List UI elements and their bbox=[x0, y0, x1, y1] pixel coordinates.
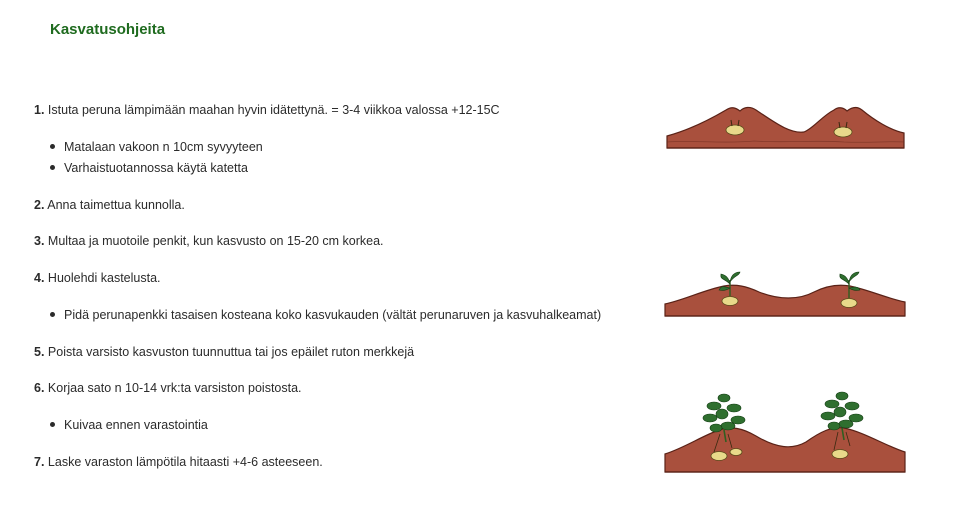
step-number: 3. bbox=[34, 234, 45, 248]
step-number: 1. bbox=[34, 103, 45, 117]
page-title: Kasvatusohjeita bbox=[50, 21, 166, 38]
step-1 bbox=[34, 103, 500, 117]
step-5 bbox=[34, 345, 414, 359]
soil-ridge-with-sprouts-icon bbox=[664, 268, 906, 320]
step-text: Korjaa sato n 10-14 vrk:ta varsiston poistosta. bbox=[47, 381, 302, 395]
step-number: 6. bbox=[34, 381, 45, 395]
step-text: Huolehdi kastelusta. bbox=[47, 271, 161, 285]
step-4-bullet-1: Pidä perunapenkki tasaisen kosteana koko kasvukauden (vältät perunaruven ja kasvuhalkeamat) bbox=[50, 308, 601, 322]
step-4 bbox=[34, 271, 161, 285]
planted-tubers-illustration bbox=[664, 100, 906, 152]
step-number: 7. bbox=[34, 455, 45, 469]
step-1-bullet-2: Varhaistuotannossa käytä katetta bbox=[50, 161, 248, 175]
step-number: 4. bbox=[34, 271, 45, 285]
soil-ridge-with-full-plants-icon bbox=[664, 386, 906, 476]
step-text: Istuta peruna lämpimään maahan hyvin idätettynä. = 3-4 viikkoa valossa +12-15C bbox=[47, 103, 500, 117]
step-text: Laske varaston lämpötila hitaasti +4-6 asteeseen. bbox=[47, 455, 323, 469]
step-6 bbox=[34, 381, 302, 395]
step-number: 5. bbox=[34, 345, 45, 359]
step-7 bbox=[34, 455, 323, 469]
sprouting-plants-illustration bbox=[664, 268, 906, 320]
step-2 bbox=[34, 198, 185, 212]
soil-ridge-with-seed-potatoes-icon bbox=[664, 100, 906, 152]
step-6-bullet-1: Kuivaa ennen varastointia bbox=[50, 418, 208, 432]
step-text: Anna taimettua kunnolla. bbox=[47, 198, 185, 212]
step-number: 2. bbox=[34, 198, 45, 212]
grown-plants-illustration bbox=[664, 386, 906, 476]
step-text: Multaa ja muotoile penkit, kun kasvusto on 15-20 cm korkea. bbox=[47, 234, 384, 248]
step-text: Poista varsisto kasvuston tuunnuttua tai jos epäilet ruton merkkejä bbox=[47, 345, 415, 359]
step-3 bbox=[34, 234, 384, 248]
step-1-bullet-1: Matalaan vakoon n 10cm syvyyteen bbox=[50, 140, 263, 154]
